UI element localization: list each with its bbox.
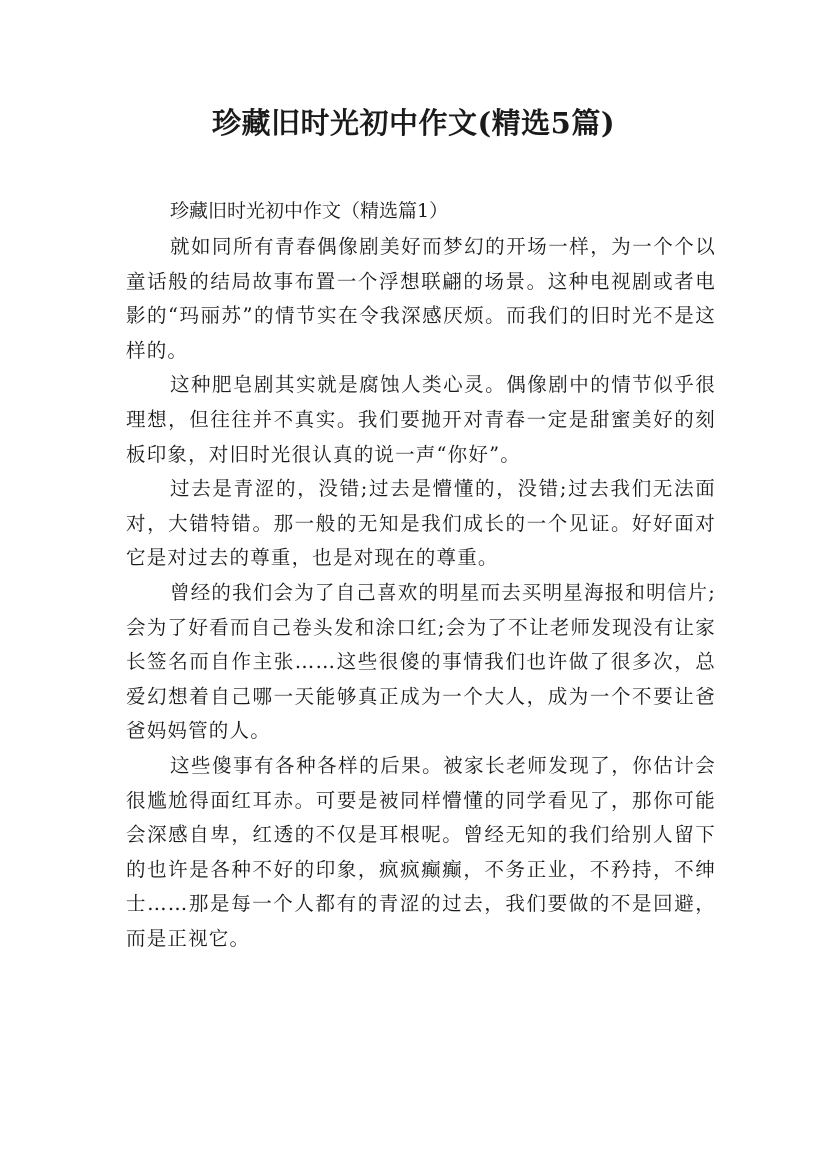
document-body [126,194,716,956]
section-heading: 珍藏旧时光初中作文（精选篇1） [170,200,449,222]
document-title: 珍藏旧时光初中作文(精选5篇) [211,106,616,140]
paragraph-1: 就如同所有青春偶像剧美好而梦幻的开场一样，为一个个以童话般的结局故事布置一个浮想联翩的场景。这种电视剧或者电影的“玛丽苏”的情节实在令我深感厌烦。而我们的旧时光不是这样的。 [126,235,716,362]
paragraph-4: 曾经的我们会为了自己喜欢的明星而去买明星海报和明信片;会为了好看而自己卷头发和涂口红;会为了不让老师发现没有让家长签名而自作主张……这些很傻的事情我们也许做了很多次，总爱幻想着自己哪一天能够真正成为一个大人，成为一个不要让爸爸妈妈管的人。 [126,580,716,743]
paragraph-2: 这种肥皂剧其实就是腐蚀人类心灵。偶像剧中的情节似乎很理想，但往往并不真实。我们要抛开对青春一定是甜蜜美好的刻板印象，对旧时光很认真的说一声“你好”。 [126,373,716,466]
paragraph-3: 过去是青涩的，没错;过去是懵懂的，没错;过去我们无法面对，大错特错。那一般的无知是我们成长的一个见证。好好面对它是对过去的尊重，也是对现在的尊重。 [126,477,716,570]
paragraph-5: 这些傻事有各种各样的后果。被家长老师发现了，你估计会很尴尬得面红耳赤。可要是被同样懵懂的同学看见了，那你可能会深感自卑，红透的不仅是耳根呢。曾经无知的我们给别人留下的也许是各种不好的印象，疯疯癫癫，不务正业，不矜持，不绅士……那是每一个人都有的青涩的过去，我们要做的不是回避，而是正视它。 [126,753,716,950]
